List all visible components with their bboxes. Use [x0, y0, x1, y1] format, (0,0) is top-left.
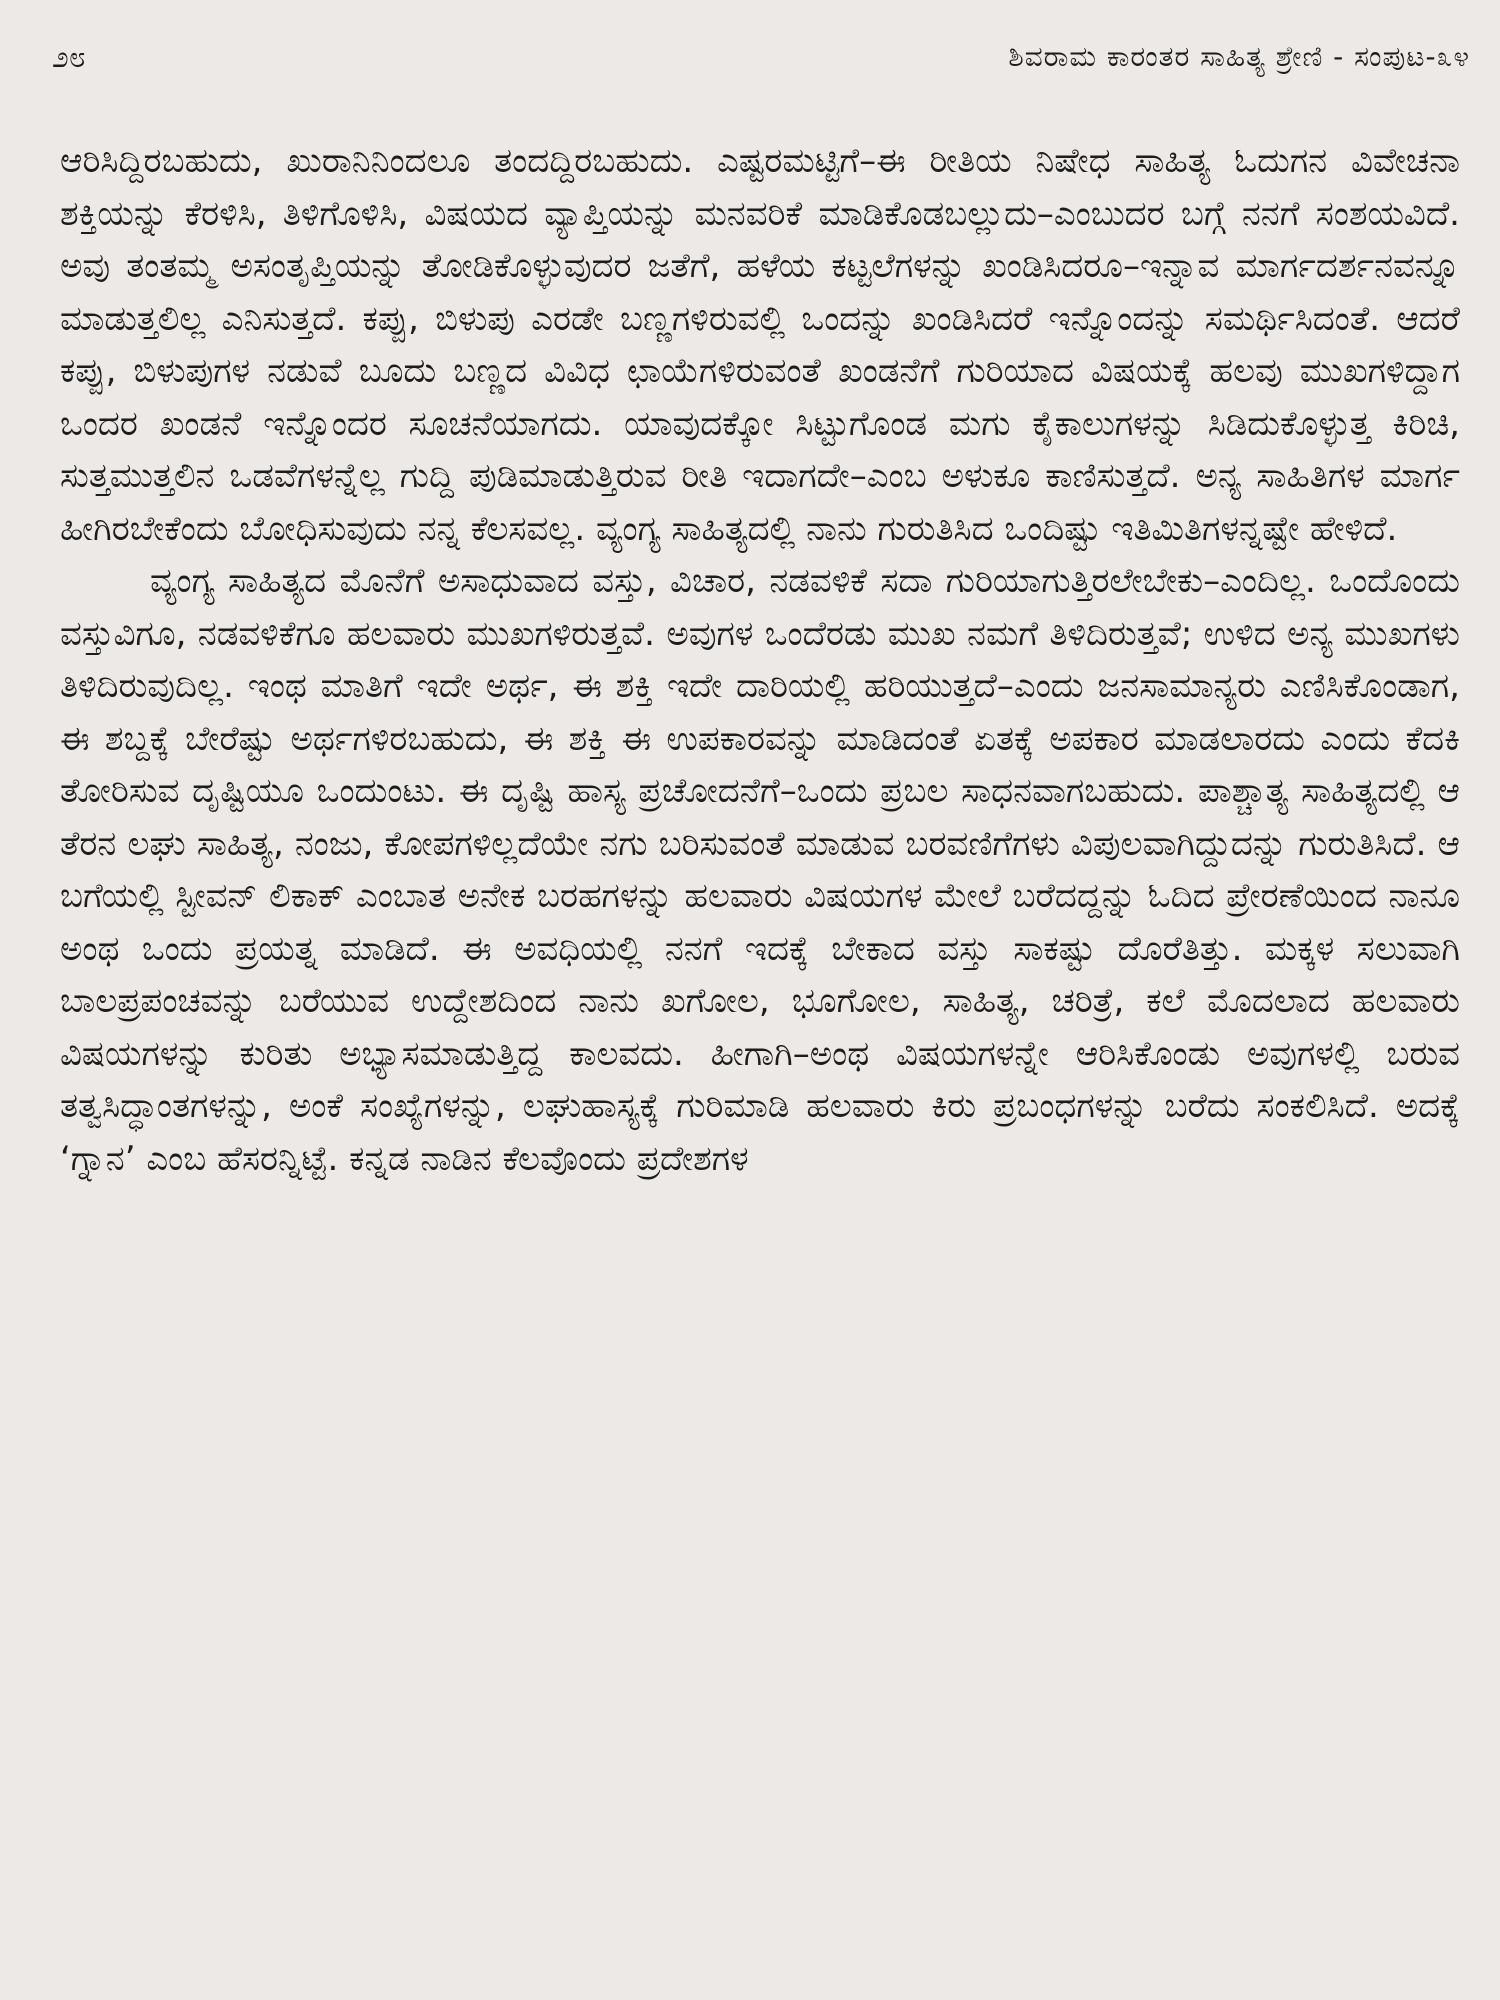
- paragraph-text: ವ್ಯಂಗ್ಯ ಸಾಹಿತ್ಯದ ಮೊನೆಗೆ ಅಸಾಧುವಾದ ವಸ್ತು, ವಿಚಾರ, ನಡವಳಿಕೆ ಸದಾ ಗುರಿಯಾಗುತ್ತಿರಲೇಬೇಕು–ಎಂದಿಲ್ಲ. ಒಂದೊಂದು ವಸ್ತುವಿಗೂ, ನಡವಳಿಕೆಗೂ ಹಲವಾರು ಮುಖಗಳಿರುತ್ತವೆ. ಅವುಗಳ ಒಂದೆರಡು ಮುಖ ನಮಗೆ ತಿಳಿದಿರುತ್ತವೆ; ಉಳಿದ ಅನ್ಯ ಮುಖಗಳು ತಿಳಿದಿರುವುದಿಲ್ಲ. ಇಂಥ ಮಾತಿಗೆ ಇದೇ ಅರ್ಥ, ಈ ಶಕ್ತಿ ಇದೇ ದಾರಿಯಲ್ಲಿ ಹರಿಯುತ್ತದೆ–ಎಂದು ಜನಸಾಮಾನ್ಯರು ಎಣಿಸಿಕೊಂಡಾಗ, ಈ ಶಬ್ದಕ್ಕೆ ಬೇರೆಷ್ಟು ಅರ್ಥಗಳಿರಬಹುದು, ಈ ಶಕ್ತಿ ಈ ಉಪಕಾರವನ್ನು ಮಾಡಿದಂತೆ ಏತಕ್ಕೆ ಅಪಕಾರ ಮಾಡಲಾರದು ಎಂದು ಕೆದಕಿ ತೋರಿಸುವ ದೃಷ್ಟಿಯೂ ಒಂದುಂಟು. ಈ ದೃಷ್ಟಿ ಹಾಸ್ಯ ಪ್ರಚೋದನೆಗೆ–ಒಂದು ಪ್ರಬಲ ಸಾಧನವಾಗಬಹುದು. ಪಾಶ್ಚಾತ್ಯ ಸಾಹಿತ್ಯದಲ್ಲಿ ಆ ತೆರನ ಲಘು ಸಾಹಿತ್ಯ, ನಂಜು, ಕೋಪಗಳಿಲ್ಲದೆಯೇ ನಗು ಬರಿಸುವಂತೆ ಮಾಡುವ ಬರವಣಿಗೆಗಳು ವಿಪುಲವಾಗಿದ್ದುದನ್ನು ಗುರುತಿಸಿದೆ. ಆ ಬಗೆಯಲ್ಲಿ ಸ್ಟೀವನ್ ಲಿಕಾಕ್ ಎಂಬಾತ ಅನೇಕ ಬರಹಗಳನ್ನು ಹಲವಾರು ವಿಷಯಗಳ ಮೇಲೆ ಬರೆದದ್ದನ್ನು ಓದಿದ ಪ್ರೇರಣೆಯಿಂದ ನಾನೂ ಅಂಥ ಒಂದು ಪ್ರಯತ್ನ ಮಾಡಿದೆ. ಈ ಅವಧಿಯಲ್ಲಿ ನನಗೆ ಇದಕ್ಕೆ ಬೇಕಾದ ವಸ್ತು ಸಾಕಷ್ಟು ದೊರೆತಿತ್ತು. ಮಕ್ಕಳ ಸಲುವಾಗಿ ಬಾಲಪ್ರಪಂಚವನ್ನು ಬರೆಯುವ ಉದ್ದೇಶದಿಂದ ನಾನು ಖಗೋಲ, ಭೂಗೋಲ, ಸಾಹಿತ್ಯ, ಚರಿತ್ರೆ, ಕಲೆ ಮೊದಲಾದ ಹಲವಾರು ವಿಷಯಗಳನ್ನು ಕುರಿತು ಅಭ್ಯಾಸಮಾಡುತ್ತಿದ್ದ ಕಾಲವದು. ಹೀಗಾಗಿ–ಅಂಥ ವಿಷಯಗಳನ್ನೇ ಆರಿಸಿಕೊಂಡು ಅವುಗಳಲ್ಲಿ ಬರುವ ತತ್ವಸಿದ್ಧಾಂತಗಳನ್ನು, ಅಂಕೆ ಸಂಖ್ಯೆಗಳನ್ನು, ಲಘುಹಾಸ್ಯಕ್ಕೆ ಗುರಿಮಾಡಿ ಹಲವಾರು ಕಿರು ಪ್ರಬಂಧಗಳನ್ನು ಬರೆದು ಸಂಕಲಿಸಿದೆ. ಅದಕ್ಕೆ ‘ಗ್ನಾನ’ ಎಂಬ ಹೆಸರನ್ನಿಟ್ಟೆ. ಕನ್ನಡ ನಾಡಿನ ಕೆಲವೊಂದು ಪ್ರದೇಶಗಳ: [60, 561, 1460, 1179]
- page-number: ೨೮: [52, 39, 86, 75]
- page-header: [52, 22, 1470, 92]
- running-title: ಶಿವರಾಮ ಕಾರಂತರ ಸಾಹಿತ್ಯ ಶ್ರೇಣಿ - ಸಂಪುಟ-೩೪: [1008, 40, 1470, 73]
- paragraph: [60, 135, 1460, 555]
- page-body: [60, 135, 1460, 1185]
- paragraph-text: ಆರಿಸಿದ್ದಿರಬಹುದು, ಖುರಾನಿನಿಂದಲೂ ತಂದದ್ದಿರಬಹುದು. ಎಷ್ಟರಮಟ್ಟಿಗೆ–ಈ ರೀತಿಯ ನಿಷೇಧ ಸಾಹಿತ್ಯ ಓದುಗನ ವಿವೇಚನಾ ಶಕ್ತಿಯನ್ನು ಕೆರಳಿಸಿ, ತಿಳಿಗೊಳಿಸಿ, ವಿಷಯದ ವ್ಯಾಪ್ತಿಯನ್ನು ಮನವರಿಕೆ ಮಾಡಿಕೊಡಬಲ್ಲುದು–ಎಂಬುದರ ಬಗ್ಗೆ ನನಗೆ ಸಂಶಯವಿದೆ. ಅವು ತಂತಮ್ಮ ಅಸಂತೃಪ್ತಿಯನ್ನು ತೋಡಿಕೊಳ್ಳುವುದರ ಜತೆಗೆ, ಹಳೆಯ ಕಟ್ಟಲೆಗಳನ್ನು ಖಂಡಿಸಿದರೂ–ಇನ್ನಾವ ಮಾರ್ಗದರ್ಶನವನ್ನೂ ಮಾಡುತ್ತಲಿಲ್ಲ ಎನಿಸುತ್ತದೆ. ಕಪ್ಪು, ಬಿಳುಪು ಎರಡೇ ಬಣ್ಣಗಳಿರುವಲ್ಲಿ ಒಂದನ್ನು ಖಂಡಿಸಿದರೆ ಇನ್ನೊಂದನ್ನು ಸಮರ್ಥಿಸಿದಂತೆ. ಆದರೆ ಕಪ್ಪು, ಬಿಳುಪುಗಳ ನಡುವೆ ಬೂದು ಬಣ್ಣದ ವಿವಿಧ ಛಾಯೆಗಳಿರುವಂತೆ ಖಂಡನೆಗೆ ಗುರಿಯಾದ ವಿಷಯಕ್ಕೆ ಹಲವು ಮುಖಗಳಿದ್ದಾಗ ಒಂದರ ಖಂಡನೆ ಇನ್ನೊಂದರ ಸೂಚನೆಯಾಗದು. ಯಾವುದಕ್ಕೋ ಸಿಟ್ಟುಗೊಂಡ ಮಗು ಕೈಕಾಲುಗಳನ್ನು ಸಿಡಿದುಕೊಳ್ಳುತ್ತ ಕಿರಿಚಿ, ಸುತ್ತಮುತ್ತಲಿನ ಒಡವೆಗಳನ್ನೆಲ್ಲ ಗುದ್ದಿ ಪುಡಿಮಾಡುತ್ತಿರುವ ರೀತಿ ಇದಾಗದೇ–ಎಂಬ ಅಳುಕೂ ಕಾಣಿಸುತ್ತದೆ. ಅನ್ಯ ಸಾಹಿತಿಗಳ ಮಾರ್ಗ ಹೀಗಿರಬೇಕೆಂದು ಬೋಧಿಸುವುದು ನನ್ನ ಕೆಲಸವಲ್ಲ. ವ್ಯಂಗ್ಯ ಸಾಹಿತ್ಯದಲ್ಲಿ ನಾನು ಗುರುತಿಸಿದ ಒಂದಿಷ್ಟು ಇತಿಮಿತಿಗಳನ್ನಷ್ಟೇ ಹೇಳಿದೆ.: [60, 141, 1460, 549]
- paragraph: [60, 555, 1460, 1185]
